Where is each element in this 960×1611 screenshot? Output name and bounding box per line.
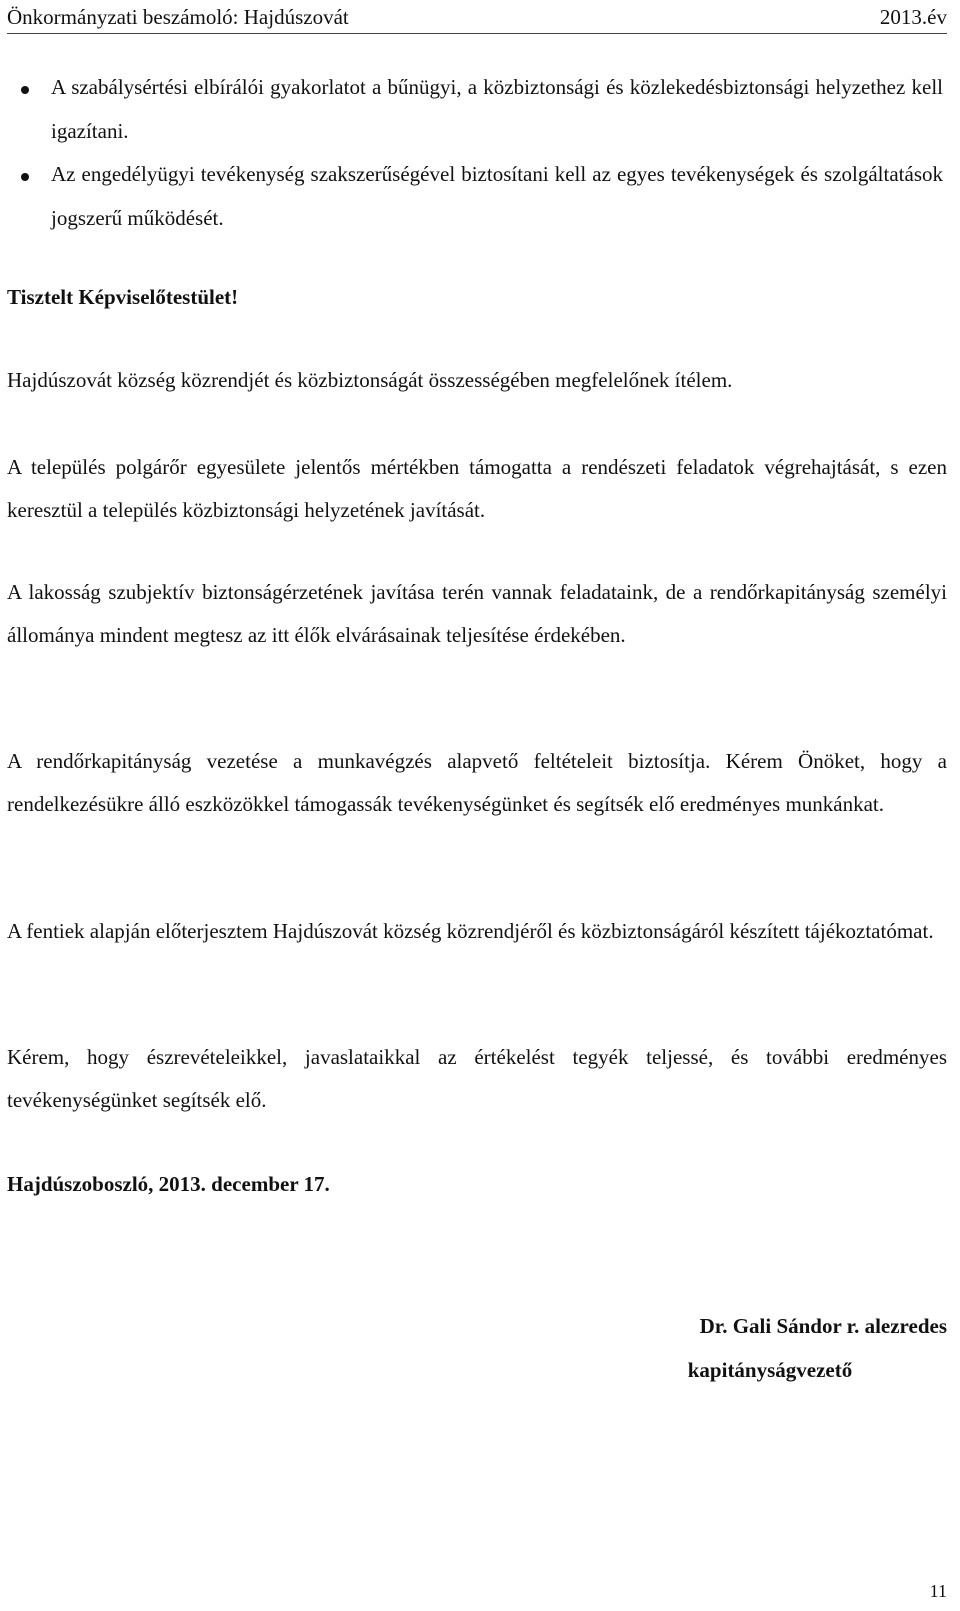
list-item-text: Az engedélyügyi tevékenység szakszerűségével biztosítani kell az egyes tevékenységek és szolgáltatások jogszerű működését.	[51, 162, 943, 230]
paragraph: A lakosság szubjektív biztonságérzetének javítása terén vannak feladataink, de a rendőrkapitányság személyi állománya mindent megtesz az itt élők elvárásainak teljesítése érdekében.	[7, 580, 947, 647]
header-title: Önkormányzati beszámoló: Hajdúszovát	[7, 5, 349, 29]
page-number: 11	[929, 1581, 947, 1601]
bullet-list	[0, 66, 960, 240]
paragraph: Hajdúszovát község közrendjét és közbiztonságát összességében megfelelőnek ítélem.	[7, 368, 733, 392]
paragraph: A rendőrkapitányság vezetése a munkavégzés alapvető feltételeit biztosítja. Kérem Önöket, hogy a rendelkezésükre álló eszközökkel támogassák tevékenységünket és segítsék elő eredményes munkánkat.	[7, 749, 947, 816]
signature-name: Dr. Gali Sándor r. alezredes	[699, 1314, 947, 1338]
paragraph: A település polgárőr egyesülete jelentős mértékben támogatta a rendészeti feladatok végrehajtását, s ezen keresztül a település közbiztonsági helyzetének javítását.	[7, 455, 947, 522]
bullet-icon	[21, 173, 29, 181]
salutation: Tisztelt Képviselőtestület!	[7, 285, 239, 309]
signature-title: kapitányságvezető	[687, 1358, 853, 1382]
paragraph: Kérem, hogy észrevételeikkel, javaslataikkal az értékelést tegyék teljessé, és további eredményes tevékenységünket segítsék elő.	[7, 1045, 947, 1112]
list-item-text: A szabálysértési elbírálói gyakorlatot a bűnügyi, a közbiztonsági és közlekedésbiztonsági helyzethez kell igazítani.	[51, 75, 943, 143]
page-header	[7, 3, 947, 34]
bullet-icon	[21, 86, 29, 94]
paragraph: A fentiek alapján előterjesztem Hajdúszovát község közrendjéről és közbiztonságáról készített tájékoztatómat.	[7, 919, 934, 943]
list-item	[0, 66, 943, 153]
header-year: 2013.év	[879, 5, 947, 29]
place-date: Hajdúszoboszló, 2013. december 17.	[7, 1172, 330, 1196]
list-item	[0, 153, 943, 240]
